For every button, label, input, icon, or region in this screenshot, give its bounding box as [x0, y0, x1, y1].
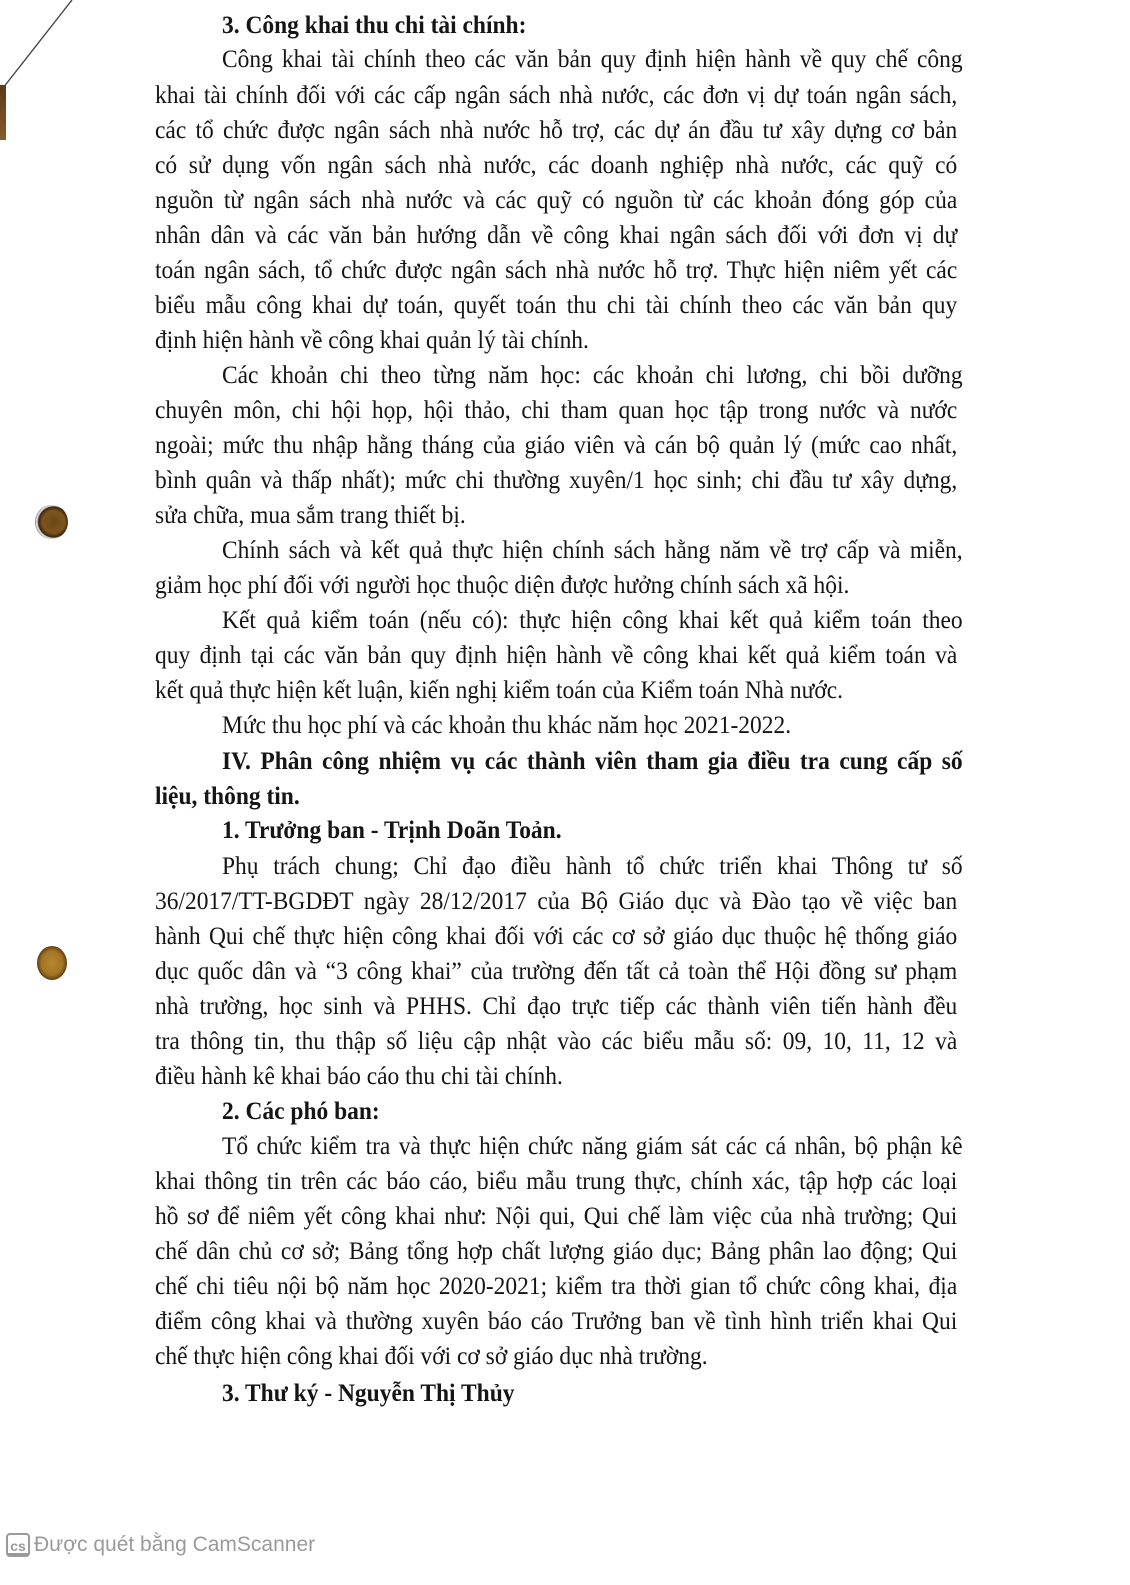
- section-heading: 1. Trưởng ban - Trịnh Doãn Toản.: [222, 815, 562, 844]
- paragraph-line: Kết quả kiểm toán (nếu có): thực hiện công khai kết quả kiểm toán theo: [222, 605, 963, 634]
- paragraph-line: 36/2017/TT-BGDĐT ngày 28/12/2017 của Bộ Giáo dục và Đào tạo về việc ban: [155, 886, 958, 915]
- section-heading: IV. Phân công nhiệm vụ các thành viên tham gia điều tra cung cấp số: [222, 746, 963, 775]
- paragraph-line: tra thông tin, thu thập số liệu cập nhật vào các biểu mẫu số: 09, 10, 11, 12 và: [155, 1026, 958, 1055]
- paragraph-line: ngoài; mức thu nhập hằng tháng của giáo viên và cán bộ quản lý (mức cao nhất,: [155, 430, 958, 459]
- paragraph-line: giảm học phí đối với người học thuộc diện được hưởng chính sách xã hội.: [155, 570, 850, 599]
- punch-hole: [36, 505, 68, 539]
- punch-hole: [37, 946, 67, 980]
- camscanner-logo-icon: cs: [6, 1533, 30, 1557]
- paragraph-line: hành Qui chế thực hiện công khai đối với các cơ sở giáo dục thuộc hệ thống giáo: [155, 921, 958, 950]
- section-heading: liệu, thông tin.: [155, 781, 300, 810]
- paragraph-line: chuyên môn, chi hội họp, hội thảo, chi tham quan học tập trong nước và nước: [155, 395, 958, 424]
- paragraph-line: hồ sơ để niêm yết công khai như: Nội qui, Qui chế làm việc của nhà trường; Qui: [155, 1201, 958, 1230]
- paragraph-line: kết quả thực hiện kết luận, kiến nghị kiểm toán của Kiểm toán Nhà nước.: [155, 675, 844, 704]
- paragraph-line: Mức thu học phí và các khoản thu khác năm học 2021-2022.: [222, 710, 792, 739]
- camscanner-watermark: [6, 1533, 315, 1557]
- paragraph-line: Phụ trách chung; Chỉ đạo điều hành tổ chức triển khai Thông tư số: [222, 851, 963, 880]
- paragraph-line: các tổ chức được ngân sách nhà nước hỗ trợ, các dự án đầu tư xây dựng cơ bản: [155, 115, 958, 144]
- section-heading: 3. Thư ký - Nguyễn Thị Thủy: [222, 1378, 515, 1407]
- paragraph-line: định hiện hành về công khai quản lý tài chính.: [155, 325, 589, 354]
- paragraph-line: Công khai tài chính theo các văn bản quy định hiện hành về quy chế công: [222, 44, 963, 73]
- paragraph-line: chế dân chủ cơ sở; Bảng tổng hợp chất lượng giáo dục; Bảng phân lao động; Qui: [155, 1236, 958, 1265]
- paragraph-line: điểm công khai và thường xuyên báo cáo Trưởng ban về tình hình triển khai Qui: [155, 1306, 958, 1335]
- page-edge-shadow: [0, 85, 6, 140]
- paragraph-line: sửa chữa, mua sắm trang thiết bị.: [155, 500, 466, 529]
- section-heading: 3. Công khai thu chi tài chính:: [222, 10, 527, 39]
- paragraph-line: nguồn từ ngân sách nhà nước và các quỹ có nguồn từ các khoản đóng góp của: [155, 185, 958, 214]
- paragraph-line: biểu mẫu công khai dự toán, quyết toán thu chi tài chính theo các văn bản quy: [155, 290, 958, 319]
- paragraph-line: chế chi tiêu nội bộ năm học 2020-2021; kiểm tra thời gian tổ chức công khai, địa: [155, 1271, 958, 1300]
- paragraph-line: Chính sách và kết quả thực hiện chính sách hằng năm về trợ cấp và miễn,: [222, 535, 963, 564]
- paragraph-line: chế thực hiện công khai đối với cơ sở giáo dục nhà trường.: [155, 1341, 708, 1370]
- paragraph-line: điều hành kê khai báo cáo thu chi tài chính.: [155, 1061, 563, 1090]
- page-corner-fold-line: [0, 0, 80, 95]
- paragraph-line: có sử dụng vốn ngân sách nhà nước, các doanh nghiệp nhà nước, các quỹ có: [155, 150, 958, 179]
- paragraph-line: dục quốc dân và “3 công khai” của trường đến tất cả toàn thể Hội đồng sư phạm: [155, 956, 958, 985]
- paragraph-line: khai thông tin trên các báo cáo, biểu mẫu trung thực, chính xác, tập hợp các loại: [155, 1166, 958, 1195]
- paragraph-line: bình quân và thấp nhất); mức chi thường xuyên/1 học sinh; chi đầu tư xây dựng,: [155, 465, 958, 494]
- paragraph-line: Tổ chức kiểm tra và thực hiện chức năng giám sát các cá nhân, bộ phận kê: [222, 1131, 963, 1160]
- paragraph-line: nhân dân và các văn bản hướng dẫn về công khai ngân sách đối với đơn vị dự: [155, 220, 958, 249]
- paragraph-line: nhà trường, học sinh và PHHS. Chỉ đạo trực tiếp các thành viên tiến hành đều: [155, 991, 958, 1020]
- watermark-text: Được quét bằng CamScanner: [34, 1533, 316, 1556]
- paragraph-line: quy định tại các văn bản quy định hiện hành về công khai kết quả kiểm toán và: [155, 640, 958, 669]
- paragraph-line: khai tài chính đối với các cấp ngân sách nhà nước, các đơn vị dự toán ngân sách,: [155, 80, 958, 109]
- paragraph-line: Các khoản chi theo từng năm học: các khoản chi lương, chi bồi dưỡng: [222, 360, 963, 389]
- section-heading: 2. Các phó ban:: [222, 1096, 380, 1125]
- paragraph-line: toán ngân sách, tổ chức được ngân sách nhà nước hỗ trợ. Thực hiện niêm yết các: [155, 255, 958, 284]
